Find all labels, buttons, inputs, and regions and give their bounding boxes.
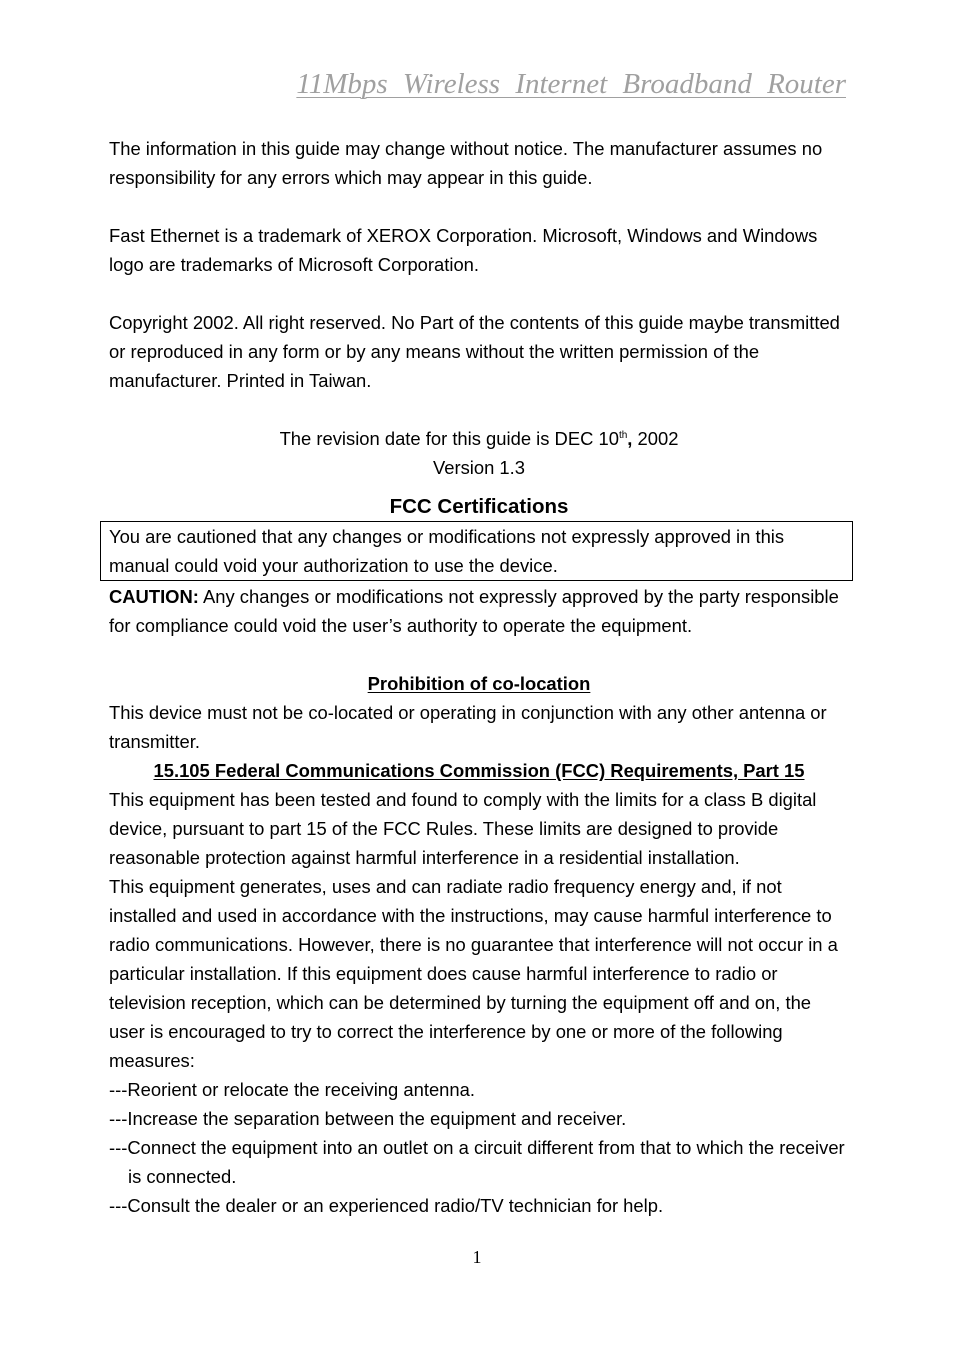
document-header-title: 11Mbps Wireless Internet Broadband Router [296,68,846,100]
colocation-heading: Prohibition of co-location [367,673,591,694]
spacer [109,279,849,308]
measure-item: ---Consult the dealer or an experienced radio/TV technician for help. [109,1195,664,1216]
revision-date-line [109,424,849,453]
spacer [109,395,849,424]
measure-item: ---Increase the separation between the equipment and receiver. [109,1108,627,1129]
measure-item: ---Reorient or relocate the receiving antenna. [109,1079,475,1100]
measure-item: ---Connect the equipment into an outlet on a circuit different from that to which the receiver is connected. [109,1137,845,1187]
part15-paragraph-2: This equipment generates, uses and can radiate radio frequency energy and, if not installed and used in accordance with the instructions, may cause harmful interference to radio communications. However, there is no guarantee that interference will not occur in a particular installation. If this equipment does cause harmful interference to radio or television reception, which can be determined by turning the equipment off and on, the user is encouraged to try to correct the interference by one or more of the following measures: [109,876,838,1071]
spacer [109,192,849,221]
caution-label: CAUTION: [109,586,199,607]
document-body [109,134,849,1220]
fcc-caution-box: You are cautioned that any changes or modifications not expressly approved in this manual could void your authorization to use the device. [100,521,853,581]
copyright-paragraph: Copyright 2002. All right reserved. No Part of the contents of this guide maybe transmitted or reproduced in any form or by any means without the written permission of the manufacturer. Printed in Taiwan. [109,312,840,391]
fcc-certifications-heading: FCC Certifications [389,495,569,518]
part15-heading: 15.105 Federal Communications Commission (FCC) Requirements, Part 15 [153,760,805,781]
version-line: Version 1.3 [432,457,525,478]
spacer [109,640,849,669]
colocation-paragraph: This device must not be co-located or operating in conjunction with any other antenna or transmitter. [109,702,827,752]
revision-date-text: The revision date for this guide is DEC 10 [279,428,619,449]
caution-paragraph [109,582,849,640]
revision-date-superscript: th [618,429,628,441]
trademark-paragraph: Fast Ethernet is a trademark of XEROX Corporation. Microsoft, Windows and Windows logo are trademarks of Microsoft Corporation. [109,225,818,275]
caution-text: Any changes or modifications not expressly approved by the party responsible for compliance could void the user’s authority to operate the equipment. [109,586,839,636]
page-number: 1 [472,1247,482,1267]
revision-year: 2002 [632,428,679,449]
revision-date-comma: , [627,428,633,449]
notice-paragraph-1: The information in this guide may change without notice. The manufacturer assumes no responsibility for any errors which may appear in this guide. [109,138,823,188]
part15-paragraph-1: This equipment has been tested and found to comply with the limits for a class B digital device, pursuant to part 15 of the FCC Rules. These limits are designed to provide reasonable protection against harmful interference in a residential installation. [109,789,817,868]
